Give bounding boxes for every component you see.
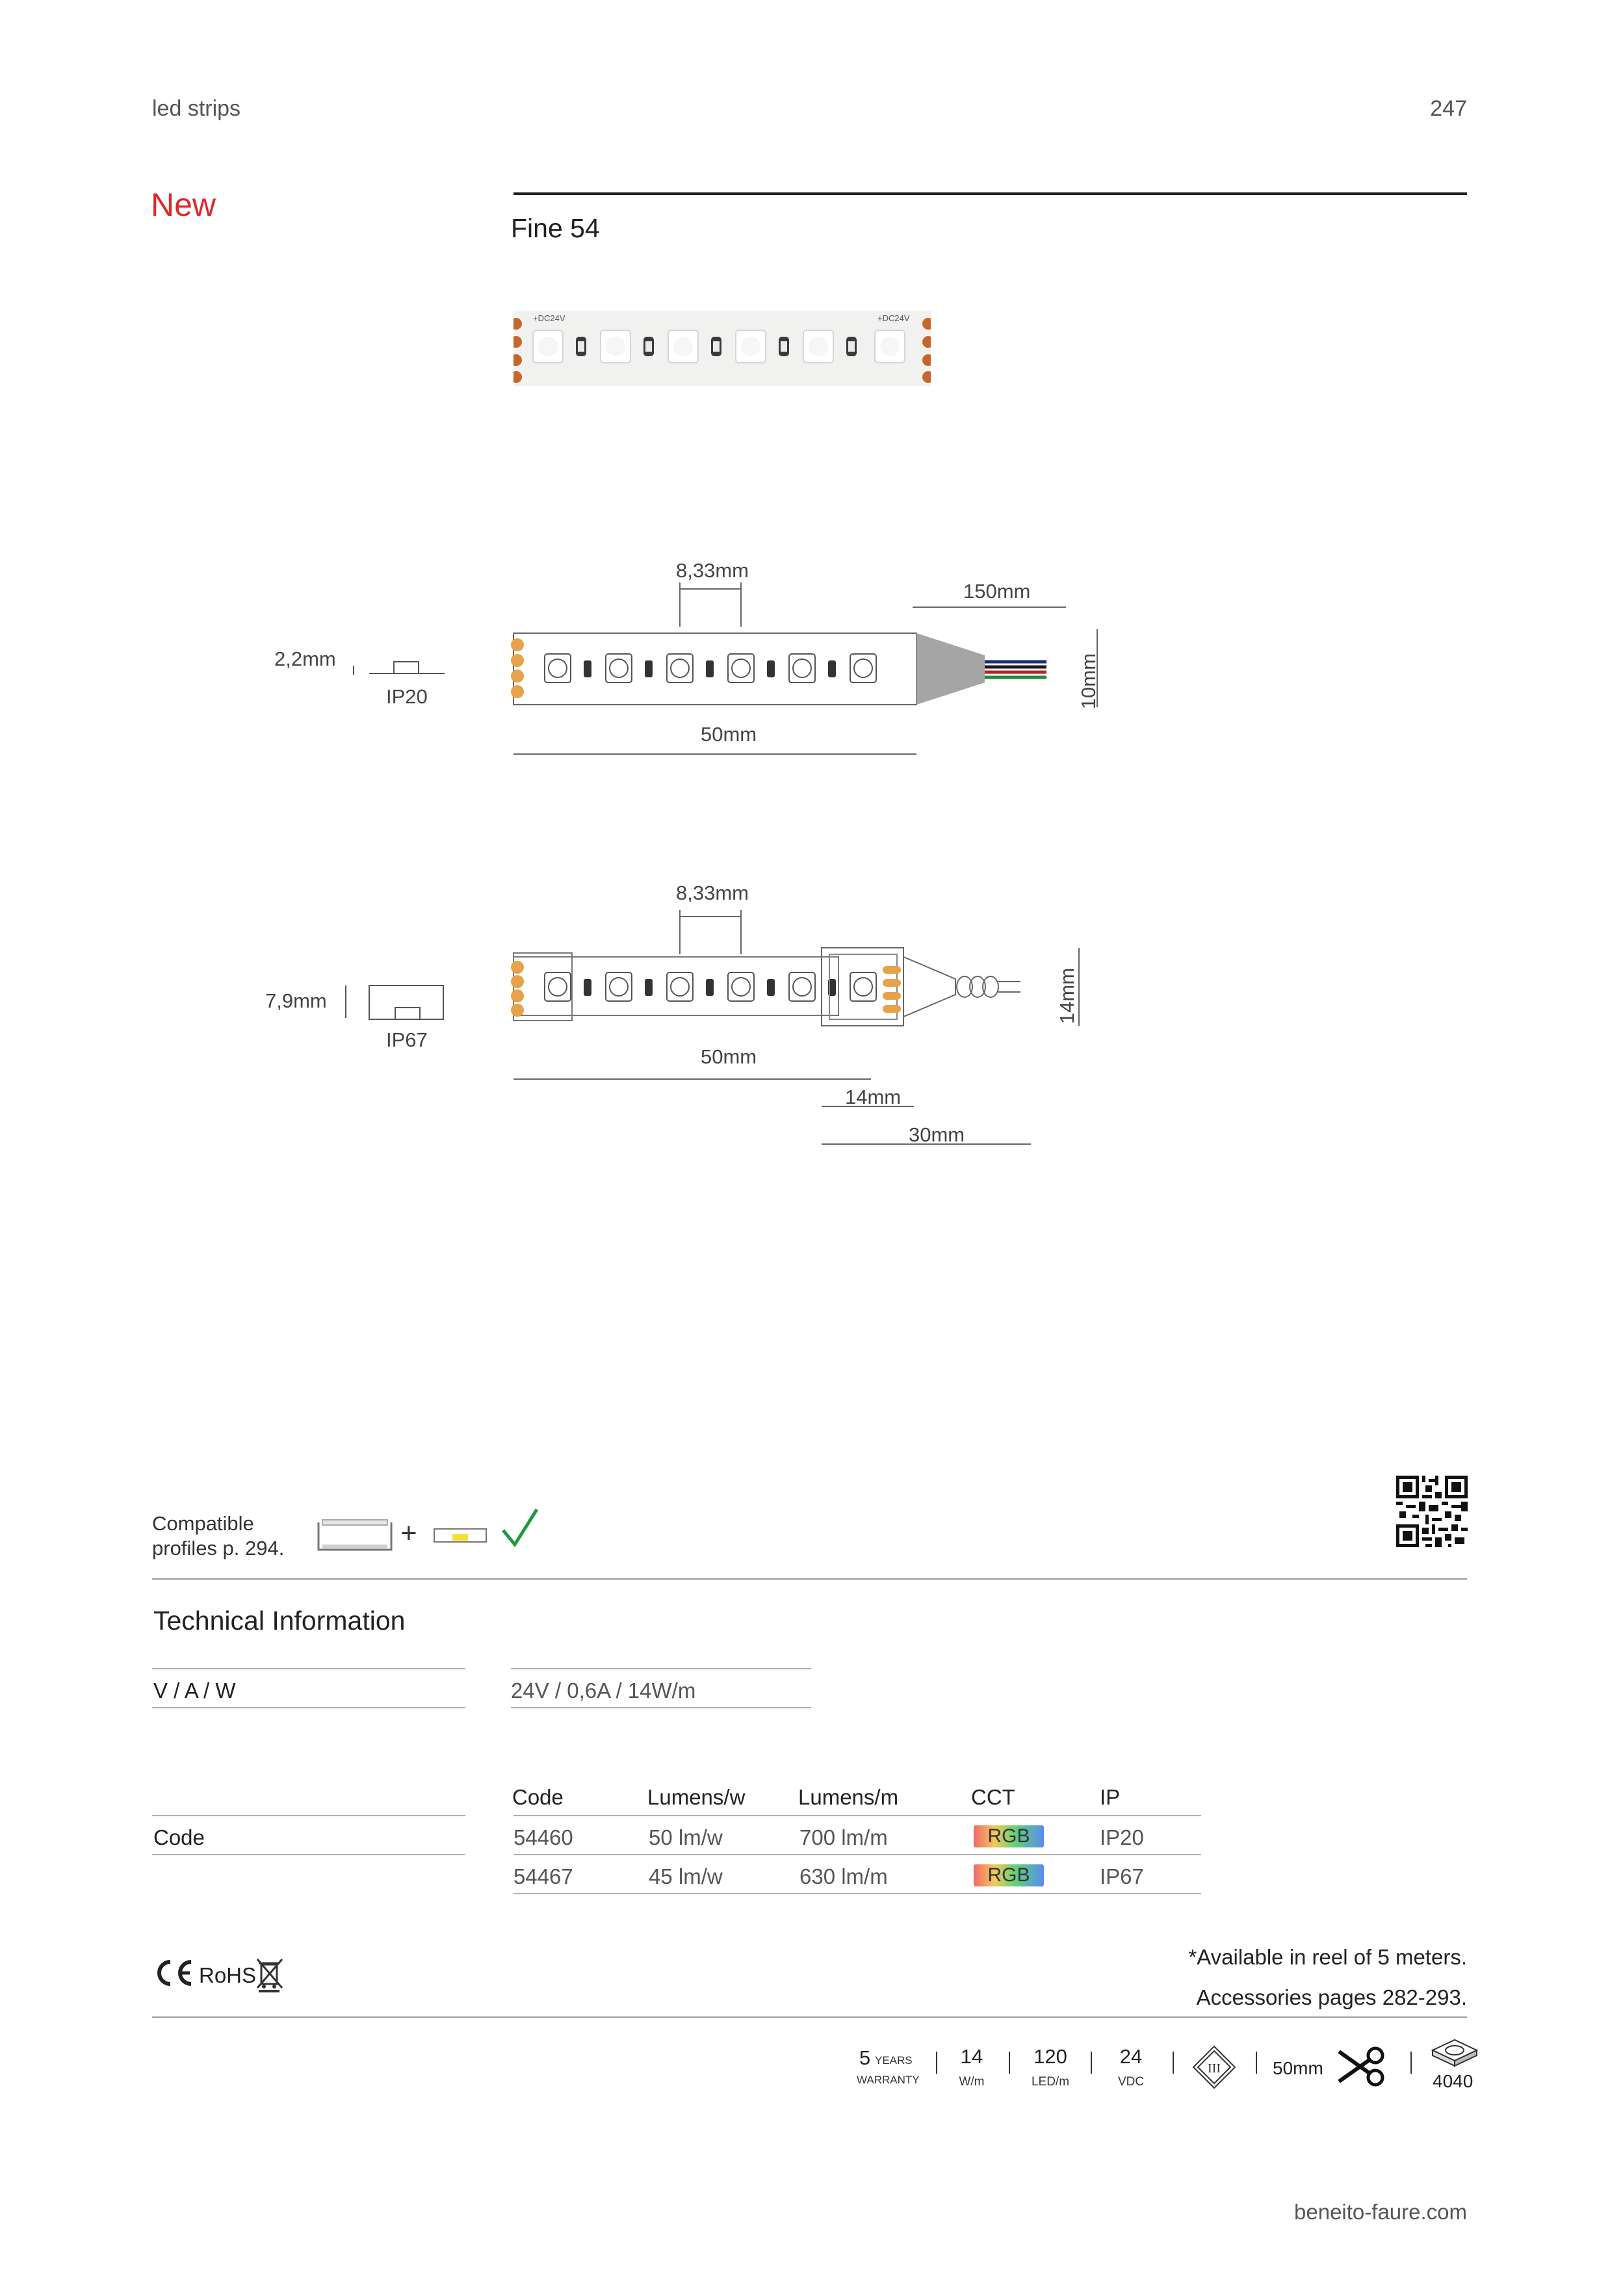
code-label-rule-top <box>152 1815 465 1816</box>
check-icon <box>500 1507 539 1550</box>
compatible-line2: profiles p. 294. <box>152 1537 285 1559</box>
voltage-value: 24 <box>1119 2045 1143 2068</box>
spec-sep-2 <box>1009 2052 1010 2074</box>
ip67-width-label: 14mm <box>1056 967 1078 1024</box>
ip67-label: IP67 <box>386 1028 428 1051</box>
ip67-section-icon <box>343 979 447 1024</box>
vaw-rule-top <box>152 1668 465 1669</box>
vaw-value-rule-top <box>511 1668 811 1669</box>
drawing-ip20 <box>507 559 1131 767</box>
weee-bin-icon <box>255 1957 285 1993</box>
voltage-unit: VDC <box>1117 2075 1145 2089</box>
ip20-label: IP20 <box>386 685 428 708</box>
col-lumens-w: Lumens/w <box>647 1785 746 1809</box>
compatible-divider <box>152 1578 1467 1580</box>
product-title: Fine 54 <box>511 213 600 243</box>
cut-length: 50mm <box>1273 2058 1323 2078</box>
chip-label: 4040 <box>1433 2071 1474 2091</box>
col-lumens-m: Lumens/m <box>798 1785 899 1809</box>
new-badge: New <box>151 187 216 223</box>
warranty-label: WARRANTY <box>857 2074 920 2086</box>
tech-heading: Technical Information <box>153 1606 406 1636</box>
spec-sep-3 <box>1091 2052 1092 2074</box>
class-iii-label: III <box>1208 2061 1221 2076</box>
led-chip-icon <box>1429 2037 1481 2067</box>
table-row2-rule <box>513 1893 1201 1894</box>
vaw-value: 24V / 0,6A / 14W/m <box>511 1678 696 1702</box>
code-label: Code <box>153 1825 205 1849</box>
vaw-label: V / A / W <box>153 1678 236 1702</box>
vaw-value-rule-bottom <box>511 1707 811 1708</box>
power-unit: W/m <box>959 2075 985 2089</box>
ip20-cable-label: 150mm <box>963 580 1031 603</box>
code-label-rule-bottom <box>152 1854 465 1855</box>
row2-code: 54467 <box>513 1864 573 1888</box>
table-row1-rule <box>513 1854 1201 1855</box>
row2-ip: IP67 <box>1100 1864 1144 1888</box>
page-number: 247 <box>1430 96 1467 121</box>
ip67-height-label: 7,9mm <box>265 989 327 1012</box>
title-rule <box>513 192 1467 195</box>
ip67-pitch-label: 8,33mm <box>676 881 749 904</box>
warranty-number: 5 <box>859 2046 871 2069</box>
ip20-pitch-label: 8,33mm <box>676 559 749 582</box>
row2-lumens-w: 45 lm/w <box>649 1864 723 1888</box>
section-label: led strips <box>152 96 241 121</box>
led-density-unit: LED/m <box>1031 2075 1070 2089</box>
spec-sep-4 <box>1173 2052 1174 2074</box>
ce-mark-icon <box>153 1958 195 1988</box>
row1-lumens-m: 700 lm/m <box>799 1825 888 1849</box>
row2-cct-badge: RGB <box>974 1864 1044 1886</box>
spec-divider <box>152 2016 1467 2018</box>
vaw-rule-bottom <box>152 1707 465 1708</box>
plus-sign: + <box>400 1517 417 1549</box>
col-cct: CCT <box>971 1785 1015 1809</box>
ip67-segment-label: 50mm <box>701 1045 757 1068</box>
spec-sep-1 <box>936 2052 937 2074</box>
compatible-line1: Compatible <box>152 1512 254 1535</box>
warranty-years: YEARS <box>875 2054 913 2067</box>
ip67-cap-label: 14mm <box>845 1086 902 1108</box>
profile-icon <box>316 1519 394 1552</box>
ip20-segment-label: 50mm <box>701 723 757 746</box>
led-density-value: 120 <box>1033 2045 1067 2068</box>
strip-icon <box>433 1525 487 1545</box>
ip20-width-label: 10mm <box>1077 653 1100 710</box>
table-header-rule <box>513 1815 1201 1816</box>
polarity-left-label: +DC24V <box>533 313 565 323</box>
product-photo <box>513 306 931 391</box>
rohs-label: RoHS <box>199 1963 257 1987</box>
row1-ip: IP20 <box>1100 1825 1144 1849</box>
scissors-icon <box>1335 2045 1388 2088</box>
power-value: 14 <box>960 2045 983 2068</box>
col-code: Code <box>512 1785 564 1809</box>
class-iii-icon <box>1192 2045 1236 2089</box>
accessories-note: Accessories pages 282-293. <box>1196 1985 1467 2009</box>
polarity-right-label: +DC24V <box>877 313 910 323</box>
ip67-connector-label: 30mm <box>909 1123 965 1146</box>
drawing-ip67 <box>507 884 1131 1157</box>
row1-code: 54460 <box>513 1825 573 1849</box>
reel-note: *Available in reel of 5 meters. <box>1188 1945 1467 1969</box>
qr-code <box>1396 1476 1468 1547</box>
row2-lumens-m: 630 lm/m <box>799 1864 888 1888</box>
row1-cct-badge: RGB <box>974 1825 1044 1847</box>
row1-lumens-w: 50 lm/w <box>649 1825 723 1849</box>
spec-sep-6 <box>1410 2052 1412 2074</box>
spec-sep-5 <box>1256 2052 1257 2074</box>
col-ip: IP <box>1100 1785 1121 1809</box>
ip20-height-label: 2,2mm <box>274 647 336 670</box>
website-link[interactable]: beneito-faure.com <box>1294 2200 1467 2224</box>
ip20-section-icon <box>351 657 448 676</box>
